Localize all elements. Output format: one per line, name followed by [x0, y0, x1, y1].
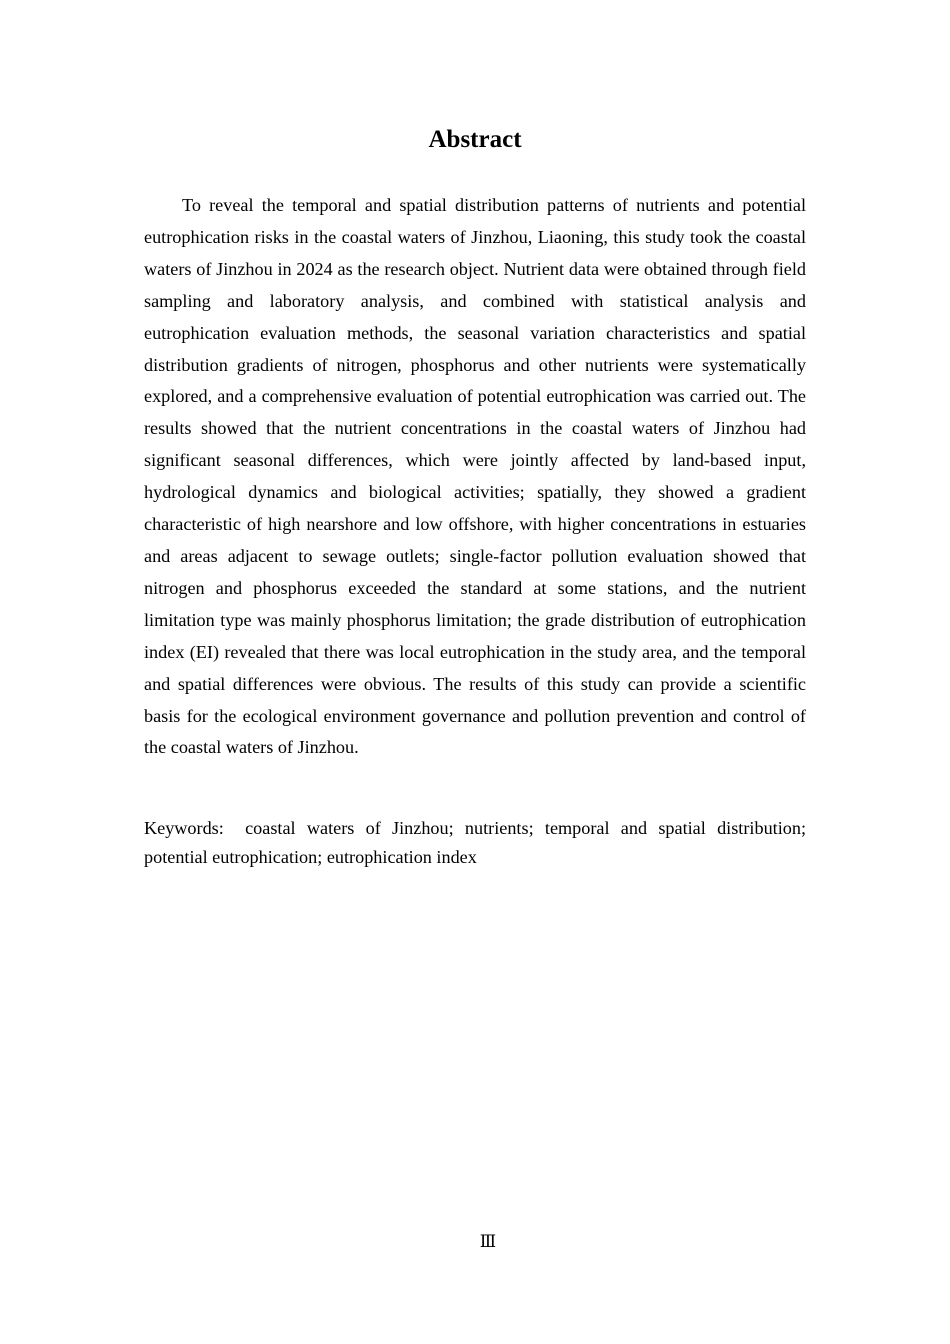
keywords-list: coastal waters of Jinzhou; nutrients; temporal and spatial distribution; potential eutrophication; eutrophication index — [144, 818, 807, 867]
keywords-label: Keywords: — [144, 818, 224, 838]
abstract-title: Abstract — [428, 126, 522, 153]
page-number: Ⅲ — [479, 1232, 497, 1251]
abstract-body: To reveal the temporal and spatial distribution patterns of nutrients and potential eutrophication risks in the coastal waters of Jinzhou, Liaoning, this study took the coastal waters of Jinzhou in 2024 as the research object. Nutrient data were obtained through field sampling and laboratory analysis, and combined with statistical analysis and eutrophication evaluation methods, the seasonal variation characteristics and spatial distribution gradients of nitrogen, phosphorus and other nutrients were systematically explored, and a comprehensive evaluation of potential eutrophication was carried out. The results showed that the nutrient concentrations in the coastal waters of Jinzhou had significant seasonal differences, which were jointly affected by land-based input, hydrological dynamics and biological activities; spatially, they showed a gradient characteristic of high nearshore and low offshore, with higher concentrations in estuaries and areas adjacent to sewage outlets; single-factor pollution evaluation showed that nitrogen and phosphorus exceeded the standard at some stations, and the nutrient limitation type was mainly phosphorus limitation; the grade distribution of eutrophication index (EI) revealed that there was local eutrophication in the study area, and the temporal and spatial differences were obvious. The results of this study can provide a scientific basis for the ecological environment governance and pollution prevention and control of the coastal waters of Jinzhou. — [144, 195, 806, 758]
keywords-section — [144, 814, 806, 872]
